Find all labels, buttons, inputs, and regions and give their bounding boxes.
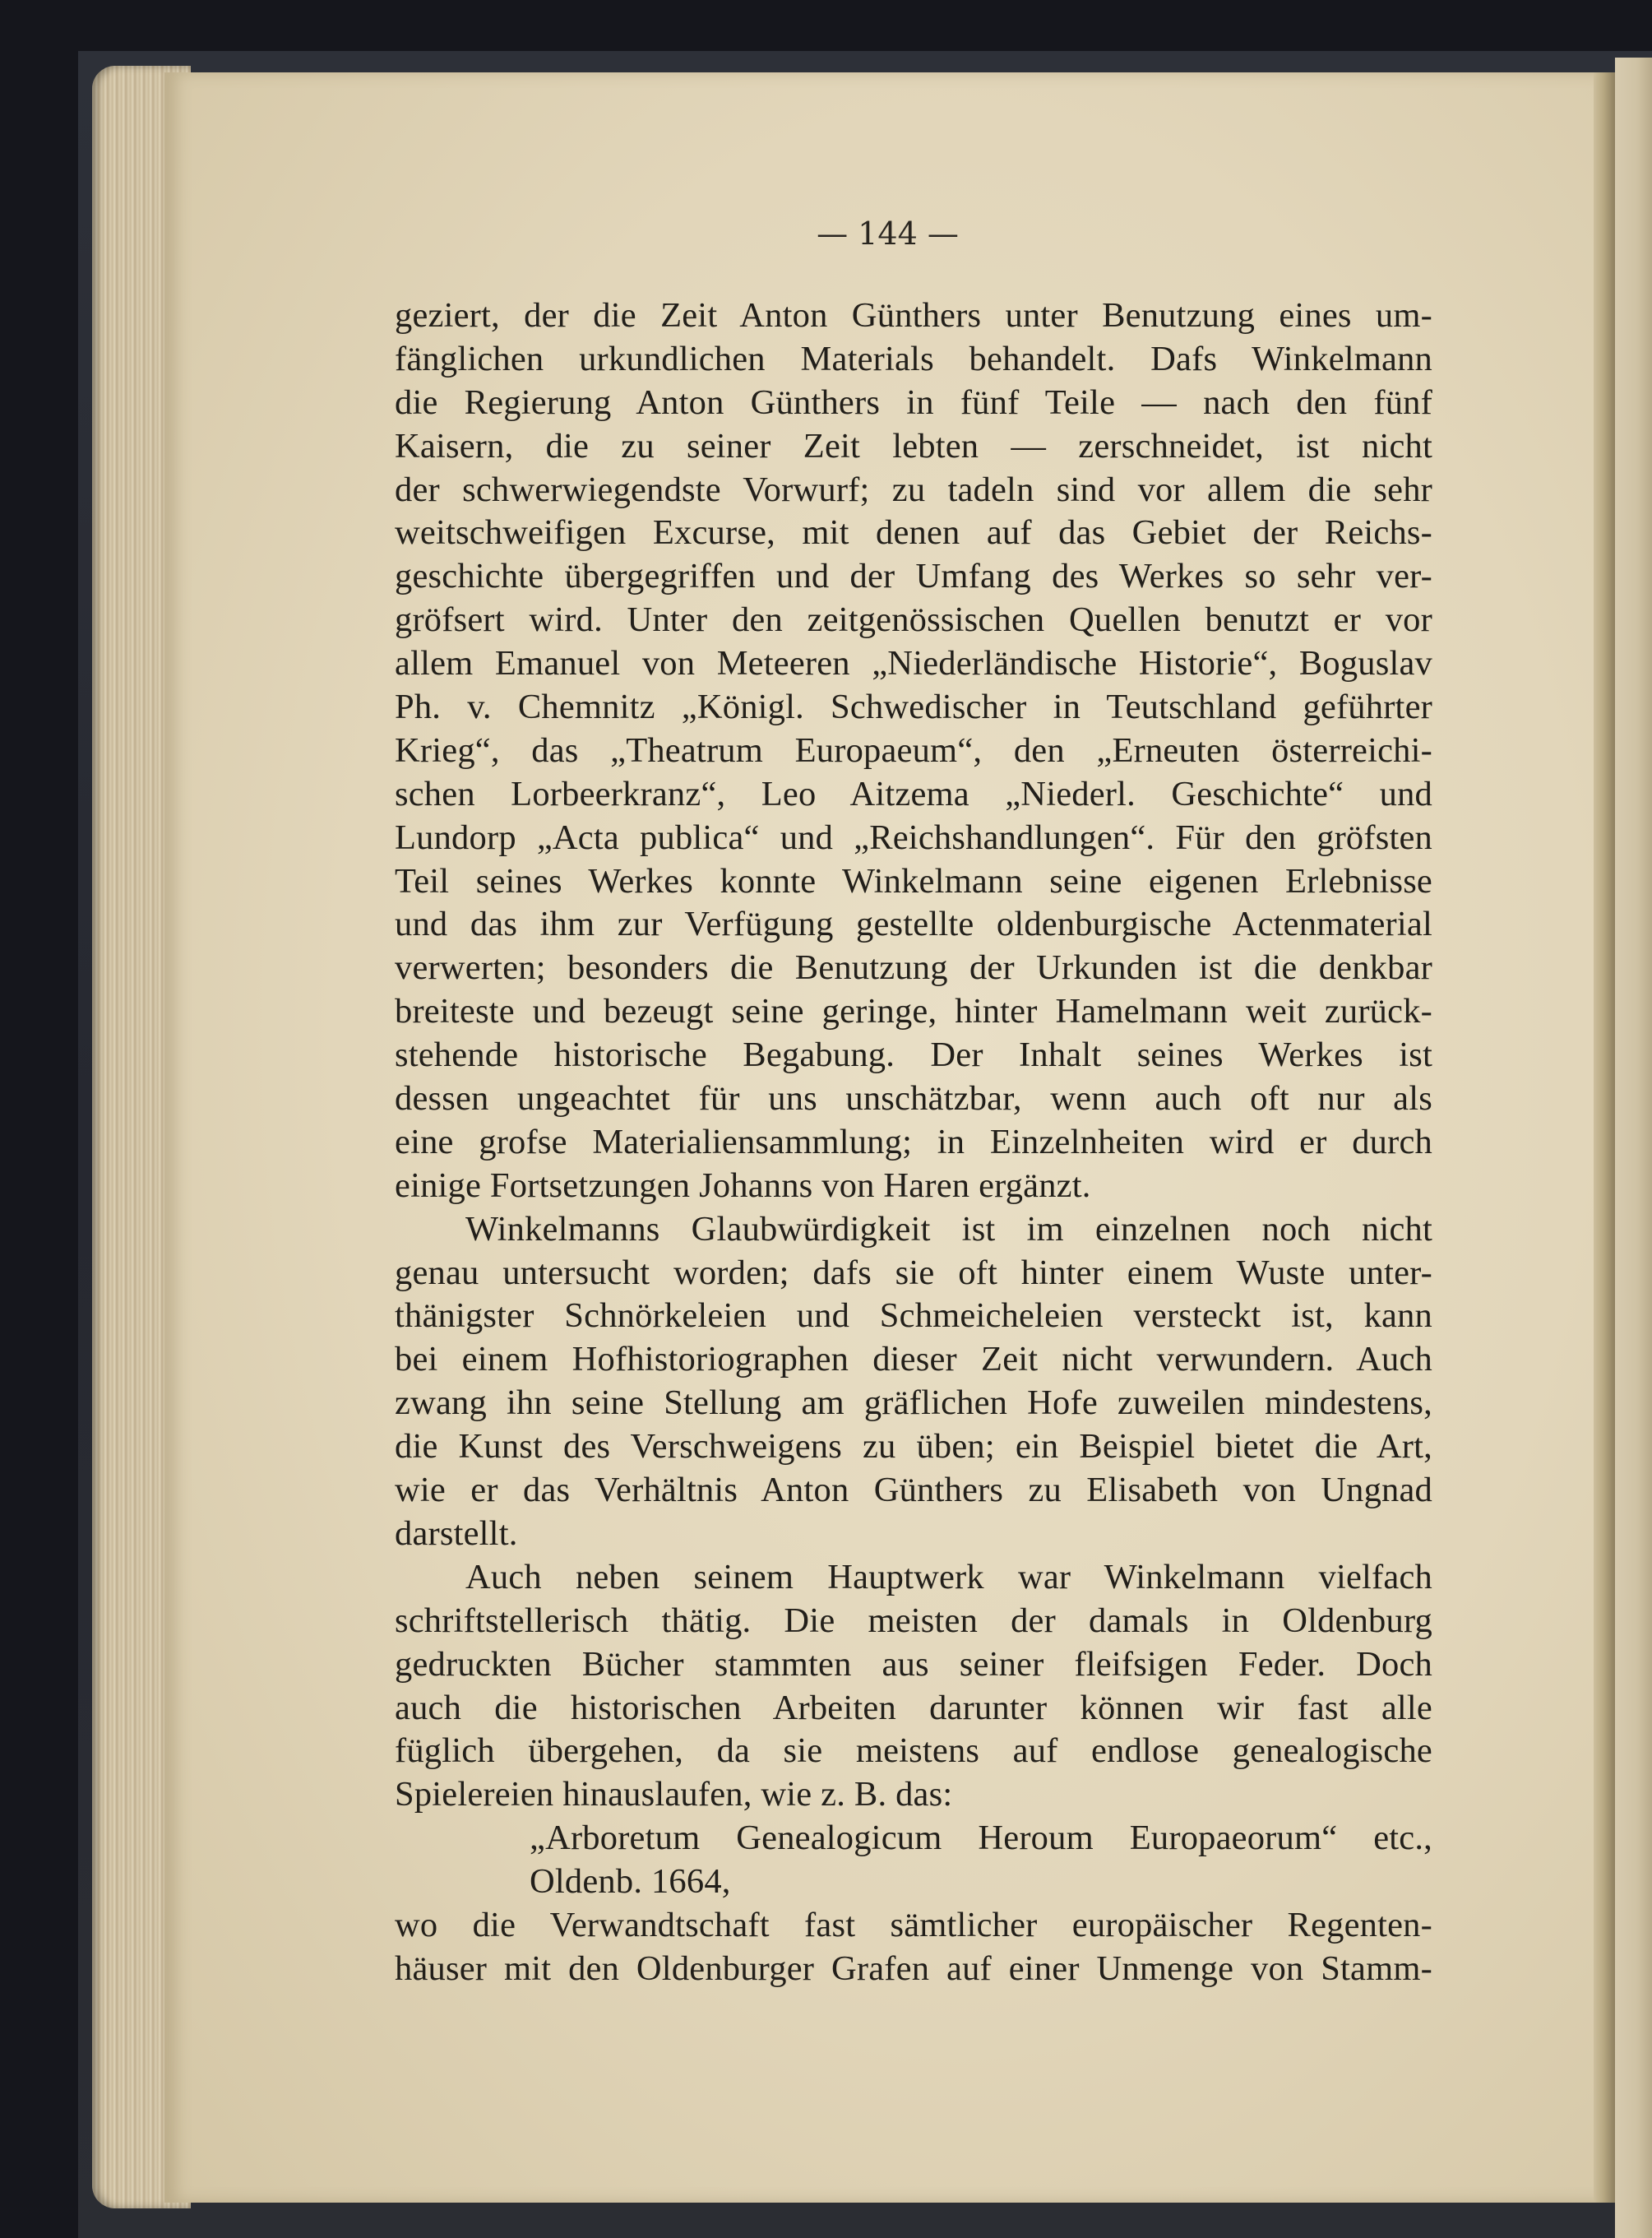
text-line: zwang ihn seine Stellung am gräflichen Hofe zuweilen mindestens, (395, 1383, 1432, 1423)
text-line: geziert, der die Zeit Anton Günthers unter Benutzung eines um- (395, 296, 1432, 335)
text-line: der schwerwiegendste Vorwurf; zu tadeln sind vor allem die sehr (395, 470, 1432, 509)
text-line: schriftstellerisch thätig. Die meisten der damals in Oldenburg (395, 1601, 1432, 1640)
text-line: Spielereien hinauslaufen, wie z. B. das: (395, 1775, 953, 1814)
text-line: dessen ungeachtet für uns unschätzbar, wenn auch oft nur als (395, 1079, 1432, 1119)
text-line: Lundorp „Acta publica“ und „Reichshandlungen“. Für den gröfsten (395, 818, 1432, 857)
text-line: „Arboretum Genealogicum Heroum Europaeorum“ etc., (530, 1819, 1432, 1858)
text-line: bei einem Hofhistoriographen dieser Zeit nicht verwundern. Auch (395, 1340, 1432, 1379)
text-line: Auch neben seinem Hauptwerk war Winkelmann vielfach (465, 1557, 1432, 1596)
text-line: fänglichen urkundlichen Materials behandelt. Dafs Winkelmann (395, 339, 1432, 378)
text-line: darstellt. (395, 1513, 518, 1553)
text-line: allem Emanuel von Meteeren „Niederländische Historie“, Boguslav (395, 644, 1432, 683)
text-line: Winkelmanns Glaubwürdigkeit ist im einzelnen noch nicht (465, 1209, 1432, 1249)
text-line: Ph. v. Chemnitz „Königl. Schwedischer in Teutschland geführter (395, 688, 1432, 727)
text-line: geschichte übergegriffen und der Umfang des Werkes so sehr ver- (395, 557, 1432, 596)
text-line: die Kunst des Verschweigens zu üben; ein Beispiel bietet die Art, (395, 1427, 1432, 1467)
text-line: die Regierung Anton Günthers in fünf Teile — nach den fünf (395, 382, 1432, 422)
text-line: gröfsert wird. Unter den zeitgenössischen Quellen benutzt er vor (395, 600, 1432, 640)
text-line: weitschweifigen Excurse, mit denen auf das Gebiet der Reichs- (395, 513, 1432, 553)
text-line: füglich übergehen, da sie meistens auf endlose genealogische (395, 1731, 1432, 1771)
text-line: Krieg“, das „Theatrum Europaeum“, den „Erneuten österreichi- (395, 730, 1432, 770)
text-line: Teil seines Werkes konnte Winkelmann seine eigenen Erlebnisse (395, 861, 1432, 901)
text-line: häuser mit den Oldenburger Grafen auf einer Unmenge von Stamm- (395, 1948, 1432, 1988)
text-line: und das ihm zur Verfügung gestellte oldenburgische Actenmaterial (395, 905, 1432, 944)
body-text (395, 294, 1432, 1991)
next-page-edge (1615, 58, 1652, 2238)
page-number: — 144 — (817, 215, 959, 252)
text-line: genau untersucht worden; dafs sie oft hinter einem Wuste unter- (395, 1253, 1432, 1292)
text-line: gedruckten Bücher stammten aus seiner fleifsigen Feder. Doch (395, 1644, 1432, 1684)
text-line: eine grofse Materialiensammlung; in Einzelnheiten wird er durch (395, 1122, 1432, 1161)
text-line: wie er das Verhältnis Anton Günthers zu Elisabeth von Ungnad (395, 1471, 1432, 1510)
text-line: verwerten; besonders die Benutzung der Urkunden ist die denkbar (395, 948, 1432, 988)
text-line: wo die Verwandtschaft fast sämtlicher europäischer Regenten- (395, 1905, 1432, 1944)
text-line: auch die historischen Arbeiten darunter können wir fast alle (395, 1688, 1432, 1727)
text-line: Oldenb. 1664, (530, 1862, 731, 1902)
text-line: einige Fortsetzungen Johanns von Haren ergänzt. (395, 1165, 1091, 1205)
text-line: schen Lorbeerkranz“, Leo Aitzema „Niederl. Geschichte“ und (395, 774, 1432, 813)
page-gutter (1594, 72, 1615, 2203)
text-line: breiteste und bezeugt seine geringe, hinter Hamelmann weit zurück- (395, 992, 1432, 1031)
text-line: thänigster Schnörkeleien und Schmeicheleien versteckt ist, kann (395, 1296, 1432, 1336)
text-line: Kaisern, die zu seiner Zeit lebten — zerschneidet, ist nicht (395, 426, 1432, 466)
text-line: stehende historische Begabung. Der Inhalt seines Werkes ist (395, 1036, 1432, 1075)
